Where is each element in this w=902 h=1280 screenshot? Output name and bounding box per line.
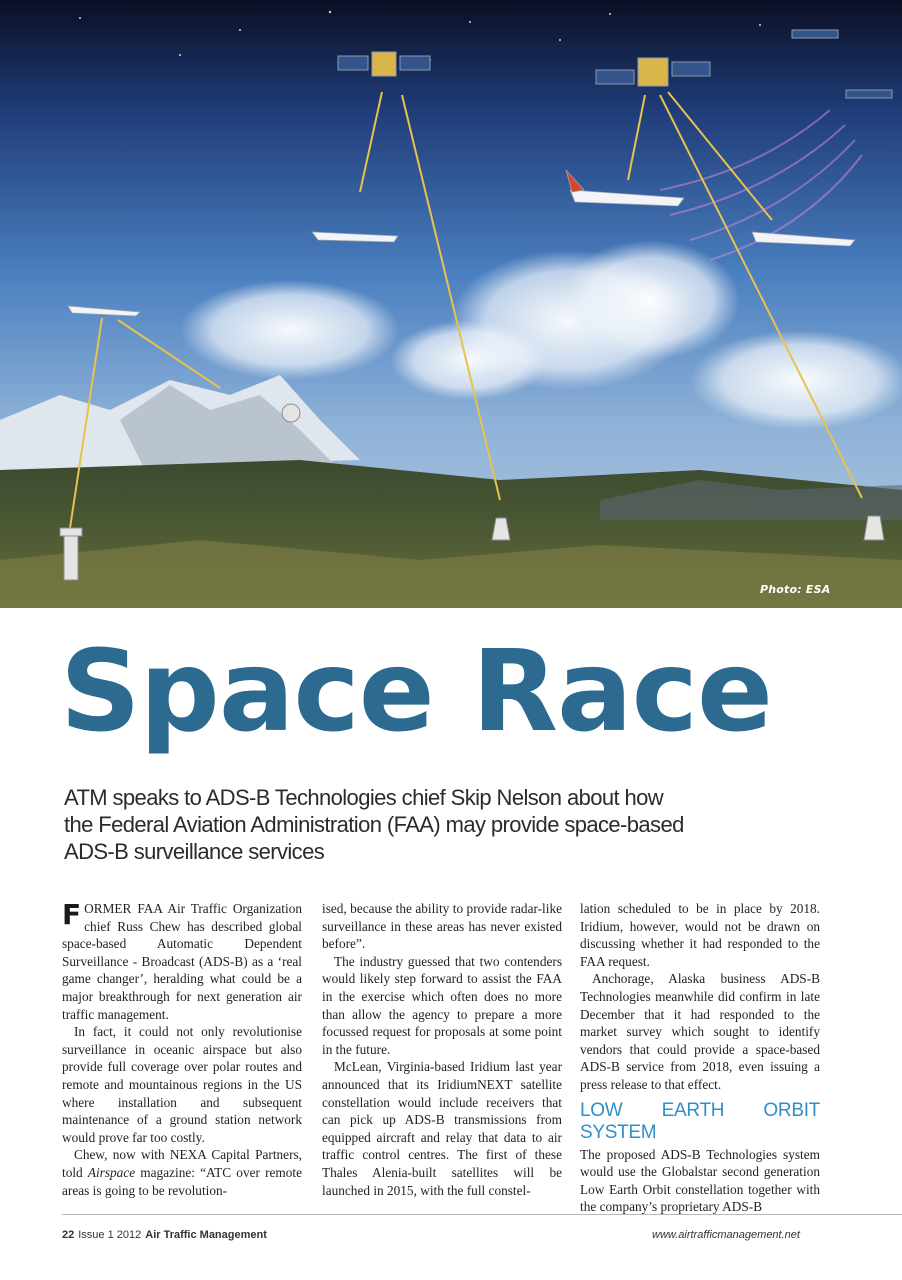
photo-credit: Photo: ESA: [760, 583, 831, 596]
body-column-2: [322, 900, 562, 1199]
footer-left: [62, 1229, 267, 1241]
paragraph: [62, 900, 302, 1023]
page-number: 22: [62, 1229, 75, 1241]
drop-cap: F: [62, 898, 82, 931]
paragraph: In fact, it could not only revolutionise surveillance in oceanic airspace but also provide full coverage over polar routes and remote and mountainous regions in the US where installation and subsequent maintenance of a ground station network would prove far too costly.: [62, 1024, 302, 1145]
body-column-3: [580, 900, 820, 1216]
paragraph-text: ORMER FAA Air Traffic Organization chief Russ Chew has described global space-based Automatic Dependent Surveillance - Broadcast (ADS-B) as a ‘real game changer’, heralding what could be a major breakthrough for next generation air traffic management.: [62, 901, 302, 1022]
magazine-name: Air Traffic Management: [145, 1229, 267, 1241]
website-url[interactable]: www.airtrafficmanagement.net: [652, 1229, 800, 1241]
body-column-1: [62, 900, 302, 1199]
standfirst: ATM speaks to ADS-B Technologies chief Skip Nelson about how the Federal Aviation Administration (FAA) may provide space-based ADS-B surveillance services: [64, 785, 684, 864]
paragraph-text: Chew, now with NEXA Capital Partners, told: [62, 1147, 302, 1180]
issue-label: Issue 1 2012: [78, 1229, 142, 1241]
paragraph: Anchorage, Alaska business ADS-B Technologies meanwhile did confirm in late December that it had responded to the market survey which sought to identify vendors that could provide a space-based ADS-B service from 2018, even issuing a press release to that effect.: [580, 971, 820, 1092]
article-title: Space Race: [60, 627, 772, 757]
subheading: LOW EARTH ORBIT SYSTEM: [580, 1099, 820, 1143]
publication-name: Airspace: [87, 1164, 136, 1180]
paragraph: [62, 1146, 302, 1199]
paragraph: ised, because the ability to provide radar-like surveillance in these areas has never existed before”.: [322, 901, 562, 952]
paragraph-text: magazine: “ATC over remote areas is going to be revolution-: [62, 1164, 303, 1198]
paragraph: The industry guessed that two contenders would likely step forward to assist the FAA in the exercise which often does no more than allow the agency to prepare a more focussed request for proposals at some point in the future.: [322, 953, 562, 1057]
paragraph: The proposed ADS-B Technologies system would use the Globalstar second generation Low Earth Orbit constellation together with the company’s proprietary ADS-B: [580, 1146, 820, 1215]
paragraph: lation scheduled to be in place by 2018. Iridium, however, would not be drawn on discussing whether it had responded to the FAA request.: [580, 901, 820, 969]
footer-rule: [62, 1214, 902, 1215]
hero-illustration: [0, 0, 902, 608]
paragraph: McLean, Virginia-based Iridium last year announced that its IridiumNEXT satellite constellation would include receivers that can pick up ADS-B transmissions from equipped aircraft and relay that data to air traffic control centres. The first of these Thales Alenia-built satellites will be launched in 2015, with the full constel-: [322, 1059, 562, 1198]
